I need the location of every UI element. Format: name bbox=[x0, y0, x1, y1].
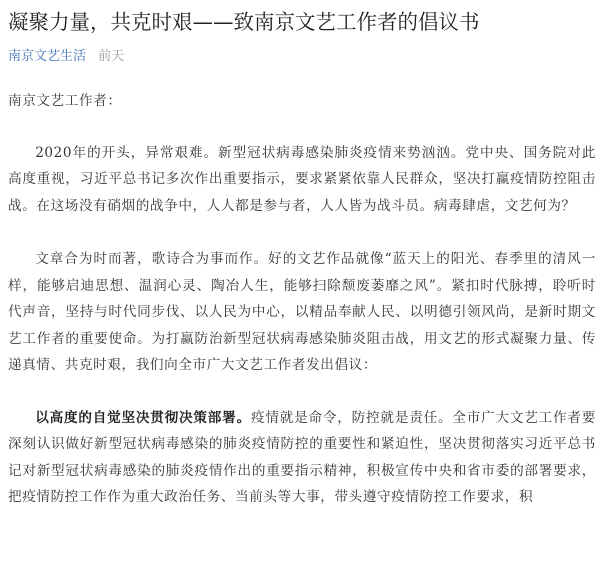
paragraph-2: 文章合为时而著，歌诗合为事而作。好的文艺作品就像“蓝天上的阳光、春季里的清风一样，能够启迪思想、温润心灵、陶冶人生，能够扫除颓废萎靡之风”。紧扣时代脉搏，聆听时代声音，坚持与时代同步伐、以人民为中心，以精品奉献人民、以明德引领风尚，是新时期文艺工作者的重要使命。为打赢防治新型冠状病毒感染肺炎阻击战，用文艺的形式凝聚力量、传递真情、共克时艰，我们向全市广大文艺工作者发出倡议： bbox=[8, 251, 596, 373]
article bbox=[8, 0, 596, 538]
publish-time: 前天 bbox=[98, 49, 125, 64]
article-title: 凝聚力量，共克时艰——致南京文艺工作者的倡议书 bbox=[8, 10, 480, 34]
article-body bbox=[8, 88, 596, 511]
salutation: 南京文艺工作者： bbox=[8, 93, 122, 109]
paragraph-3 bbox=[8, 405, 596, 511]
paragraph-3-heading: 以高度的自觉坚决贯彻决策部署。 bbox=[35, 409, 251, 426]
paragraph-3-body: 疫情就是命令，防控就是责任。全市广大文艺工作者要深刻认识做好新型冠状病毒感染的肺炎疫情防控的重要性和紧迫性，坚决贯彻落实习近平总书记对新型冠状病毒感染的肺炎疫情作出的重要指示精神，积极宣传中央和省市委的部署要求，把疫情防控工作作为重大政治任务、当前头等大事，带头遵守疫情防控工作要求，积 bbox=[8, 409, 597, 505]
article-meta bbox=[8, 48, 596, 66]
source-account-link[interactable]: 南京文艺生活 bbox=[8, 49, 87, 64]
paragraph-1: 2020年的开头，异常艰难。新型冠状病毒感染肺炎疫情来势汹汹。党中央、国务院对此高度重视，习近平总书记多次作出重要指示，要求紧紧依靠人民群众，坚决打赢疫情防控阻击战。在这场没有硝烟的战争中，人人都是参与者，人人皆为战斗员。病毒肆虐，文艺何为？ bbox=[8, 144, 596, 214]
